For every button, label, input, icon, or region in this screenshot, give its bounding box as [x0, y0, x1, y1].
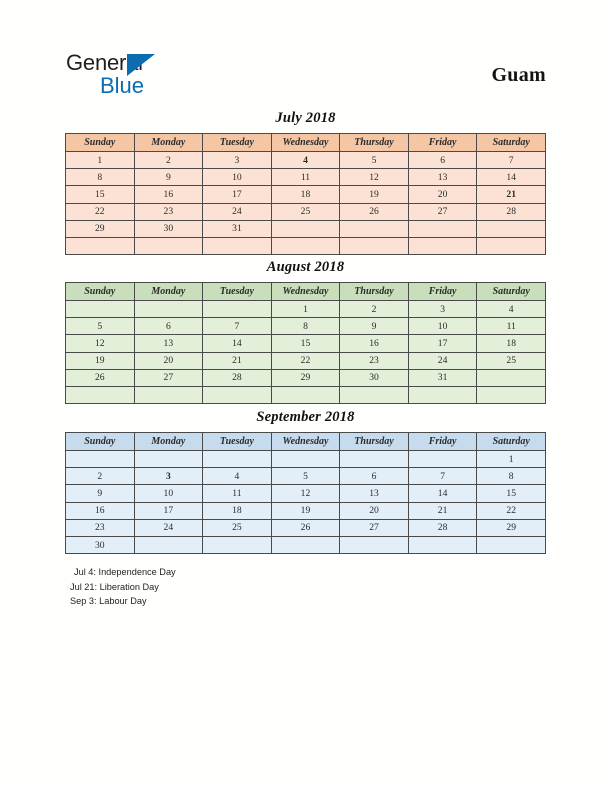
day-cell[interactable]: 24: [134, 519, 203, 536]
empty-day-cell: [203, 536, 272, 553]
calendar-body: [66, 134, 546, 255]
day-cell[interactable]: 26: [66, 369, 135, 386]
day-cell[interactable]: 8: [66, 169, 135, 186]
week-row: [66, 203, 546, 220]
day-cell[interactable]: 16: [134, 186, 203, 203]
day-cell[interactable]: 9: [66, 485, 135, 502]
weekday-header-sunday: Sunday: [66, 283, 135, 301]
month-title: July 2018: [275, 110, 336, 126]
day-cell[interactable]: 20: [408, 186, 477, 203]
day-cell[interactable]: 19: [340, 186, 409, 203]
day-cell[interactable]: 22: [271, 352, 340, 369]
day-cell[interactable]: 8: [477, 468, 546, 485]
empty-day-cell: [134, 386, 203, 403]
day-cell[interactable]: 30: [340, 369, 409, 386]
day-cell[interactable]: 25: [203, 519, 272, 536]
day-cell[interactable]: 13: [340, 485, 409, 502]
day-cell[interactable]: 13: [134, 335, 203, 352]
day-cell[interactable]: 15: [271, 335, 340, 352]
day-cell[interactable]: 2: [66, 468, 135, 485]
day-cell[interactable]: 13: [408, 169, 477, 186]
day-cell[interactable]: 2: [340, 301, 409, 318]
day-cell[interactable]: 1: [477, 451, 546, 468]
week-row: [66, 186, 546, 203]
week-row: [66, 169, 546, 186]
day-cell[interactable]: 23: [134, 203, 203, 220]
logo-text-general: General: [66, 50, 143, 75]
day-cell[interactable]: 14: [203, 335, 272, 352]
week-row: [66, 502, 546, 519]
legend-item: Jul 4: Independence Day: [74, 567, 176, 577]
calendar-table: [65, 133, 546, 255]
day-cell[interactable]: 1: [271, 301, 340, 318]
day-cell[interactable]: 29: [271, 369, 340, 386]
empty-day-cell: [66, 451, 135, 468]
weekday-header-thursday: Thursday: [340, 283, 409, 301]
day-cell[interactable]: 6: [408, 152, 477, 169]
day-cell[interactable]: 14: [408, 485, 477, 502]
empty-day-cell: [408, 220, 477, 237]
day-cell[interactable]: 7: [203, 318, 272, 335]
day-cell[interactable]: 14: [477, 169, 546, 186]
empty-day-cell: [271, 237, 340, 254]
day-cell[interactable]: 1: [66, 152, 135, 169]
day-cell[interactable]: 24: [408, 352, 477, 369]
month-title: September 2018: [256, 409, 355, 425]
day-cell[interactable]: 19: [271, 502, 340, 519]
empty-day-cell: [271, 536, 340, 553]
calendar-september: [65, 409, 546, 554]
legend-item: Sep 3: Labour Day: [70, 596, 147, 607]
day-cell[interactable]: 30: [66, 536, 135, 553]
empty-day-cell: [408, 237, 477, 254]
empty-day-cell: [477, 237, 546, 254]
weekday-header-wednesday: Wednesday: [271, 283, 340, 301]
day-cell[interactable]: 12: [271, 485, 340, 502]
day-cell[interactable]: 22: [477, 502, 546, 519]
empty-day-cell: [340, 386, 409, 403]
holiday-day-cell[interactable]: 4: [271, 152, 340, 169]
day-cell[interactable]: 28: [408, 519, 477, 536]
day-cell[interactable]: 9: [340, 318, 409, 335]
week-row: [66, 220, 546, 237]
weekday-header-friday: Friday: [408, 283, 477, 301]
calendar-july: [65, 110, 546, 255]
day-cell[interactable]: 27: [134, 369, 203, 386]
week-row: [66, 352, 546, 369]
weekday-header-thursday: Thursday: [340, 134, 409, 152]
week-row: [66, 318, 546, 335]
page-title: Guam: [491, 64, 546, 86]
empty-day-cell: [340, 237, 409, 254]
day-cell[interactable]: 22: [66, 203, 135, 220]
calendar-body: [66, 283, 546, 404]
day-cell[interactable]: 18: [271, 186, 340, 203]
day-cell[interactable]: 28: [477, 203, 546, 220]
day-cell[interactable]: 18: [203, 502, 272, 519]
day-cell[interactable]: 31: [408, 369, 477, 386]
day-cell[interactable]: 19: [66, 352, 135, 369]
week-row: [66, 369, 546, 386]
page-header: [0, 46, 612, 96]
empty-day-cell: [66, 237, 135, 254]
empty-day-cell: [134, 451, 203, 468]
weekday-header-friday: Friday: [408, 134, 477, 152]
weekday-header-sunday: Sunday: [66, 134, 135, 152]
calendar-table: [65, 432, 546, 554]
day-cell[interactable]: 23: [340, 352, 409, 369]
day-cell[interactable]: 17: [408, 335, 477, 352]
day-cell[interactable]: 6: [340, 468, 409, 485]
empty-day-cell: [203, 451, 272, 468]
day-cell[interactable]: 28: [203, 369, 272, 386]
week-row: [66, 519, 546, 536]
day-cell[interactable]: 5: [340, 152, 409, 169]
empty-day-cell: [340, 451, 409, 468]
day-cell[interactable]: 3: [203, 152, 272, 169]
weekday-header-wednesday: Wednesday: [271, 134, 340, 152]
day-cell[interactable]: 15: [477, 485, 546, 502]
day-cell[interactable]: 7: [477, 152, 546, 169]
empty-day-cell: [477, 220, 546, 237]
week-row: [66, 152, 546, 169]
weekday-header-row: [66, 283, 546, 301]
day-cell[interactable]: 17: [134, 502, 203, 519]
weekday-header-thursday: Thursday: [340, 433, 409, 451]
day-cell[interactable]: 4: [203, 468, 272, 485]
empty-day-cell: [477, 536, 546, 553]
calendar-august: [65, 259, 546, 404]
week-row: [66, 468, 546, 485]
day-cell[interactable]: 25: [271, 203, 340, 220]
calendar-table: [65, 282, 546, 404]
empty-day-cell: [66, 301, 135, 318]
empty-day-cell: [477, 369, 546, 386]
week-row: [66, 301, 546, 318]
day-cell[interactable]: 8: [271, 318, 340, 335]
empty-day-cell: [340, 220, 409, 237]
calendar-body: [66, 433, 546, 554]
day-cell[interactable]: 4: [477, 301, 546, 318]
day-cell[interactable]: 20: [340, 502, 409, 519]
empty-day-cell: [203, 301, 272, 318]
day-cell[interactable]: 21: [203, 352, 272, 369]
holiday-day-cell[interactable]: 3: [134, 468, 203, 485]
weekday-header-row: [66, 134, 546, 152]
day-cell[interactable]: 2: [134, 152, 203, 169]
empty-day-cell: [477, 386, 546, 403]
empty-day-cell: [340, 536, 409, 553]
day-cell[interactable]: 6: [134, 318, 203, 335]
week-row: [66, 237, 546, 254]
day-cell[interactable]: 10: [134, 485, 203, 502]
holiday-day-cell[interactable]: 21: [477, 186, 546, 203]
empty-day-cell: [408, 386, 477, 403]
day-cell[interactable]: 26: [340, 203, 409, 220]
empty-day-cell: [408, 536, 477, 553]
day-cell[interactable]: 11: [271, 169, 340, 186]
empty-day-cell: [203, 237, 272, 254]
weekday-header-monday: Monday: [134, 283, 203, 301]
day-cell[interactable]: 25: [477, 352, 546, 369]
day-cell[interactable]: 9: [134, 169, 203, 186]
day-cell[interactable]: 27: [340, 519, 409, 536]
weekday-header-saturday: Saturday: [477, 433, 546, 451]
day-cell[interactable]: 11: [203, 485, 272, 502]
weekday-header-monday: Monday: [134, 134, 203, 152]
month-title: August 2018: [266, 259, 345, 275]
day-cell[interactable]: 12: [340, 169, 409, 186]
weekday-header-row: [66, 433, 546, 451]
day-cell[interactable]: 18: [477, 335, 546, 352]
empty-day-cell: [271, 220, 340, 237]
day-cell[interactable]: 26: [271, 519, 340, 536]
day-cell[interactable]: 17: [203, 186, 272, 203]
day-cell[interactable]: 29: [477, 519, 546, 536]
week-row: [66, 485, 546, 502]
day-cell[interactable]: 3: [408, 301, 477, 318]
day-cell[interactable]: 31: [203, 220, 272, 237]
day-cell[interactable]: 21: [408, 502, 477, 519]
day-cell[interactable]: 5: [271, 468, 340, 485]
day-cell[interactable]: 29: [66, 220, 135, 237]
empty-day-cell: [134, 301, 203, 318]
weekday-header-monday: Monday: [134, 433, 203, 451]
weekday-header-tuesday: Tuesday: [203, 283, 272, 301]
empty-day-cell: [408, 451, 477, 468]
day-cell[interactable]: 20: [134, 352, 203, 369]
empty-day-cell: [134, 237, 203, 254]
holiday-legend: [70, 565, 370, 609]
day-cell[interactable]: 10: [408, 318, 477, 335]
weekday-header-wednesday: Wednesday: [271, 433, 340, 451]
week-row: [66, 386, 546, 403]
logo-text-blue: Blue: [100, 73, 145, 98]
week-row: [66, 451, 546, 468]
day-cell[interactable]: 16: [66, 502, 135, 519]
empty-day-cell: [203, 386, 272, 403]
empty-day-cell: [271, 451, 340, 468]
weekday-header-tuesday: Tuesday: [203, 433, 272, 451]
day-cell[interactable]: 30: [134, 220, 203, 237]
day-cell[interactable]: 7: [408, 468, 477, 485]
week-row: [66, 536, 546, 553]
weekday-header-tuesday: Tuesday: [203, 134, 272, 152]
empty-day-cell: [66, 386, 135, 403]
day-cell[interactable]: 16: [340, 335, 409, 352]
day-cell[interactable]: 27: [408, 203, 477, 220]
day-cell[interactable]: 23: [66, 519, 135, 536]
legend-item: Jul 21: Liberation Day: [70, 581, 159, 592]
day-cell[interactable]: 15: [66, 186, 135, 203]
empty-day-cell: [271, 386, 340, 403]
day-cell[interactable]: 24: [203, 203, 272, 220]
week-row: [66, 335, 546, 352]
weekday-header-saturday: Saturday: [477, 134, 546, 152]
empty-day-cell: [134, 536, 203, 553]
general-blue-logo: [66, 51, 246, 99]
weekday-header-sunday: Sunday: [66, 433, 135, 451]
day-cell[interactable]: 10: [203, 169, 272, 186]
weekday-header-saturday: Saturday: [477, 283, 546, 301]
day-cell[interactable]: 12: [66, 335, 135, 352]
weekday-header-friday: Friday: [408, 433, 477, 451]
day-cell[interactable]: 11: [477, 318, 546, 335]
day-cell[interactable]: 5: [66, 318, 135, 335]
